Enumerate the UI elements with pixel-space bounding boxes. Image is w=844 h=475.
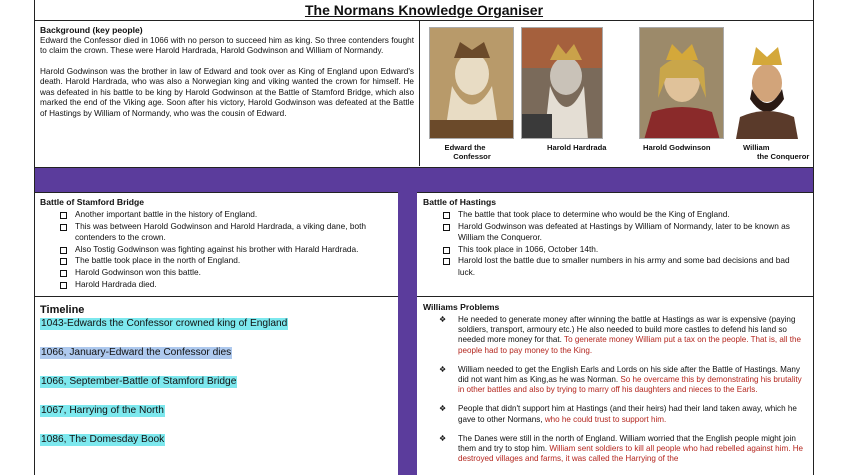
problems-heading: Williams Problems xyxy=(423,302,500,312)
portrait-william xyxy=(734,39,800,139)
purple-vertical-bar xyxy=(398,192,417,475)
list-item: The battle that took place to determine who would be the King of England. xyxy=(423,209,807,221)
stamford-heading: Battle of Stamford Bridge xyxy=(40,197,145,207)
portrait-edward xyxy=(429,27,514,139)
list-item: Harold lost the battle due to smaller numbers in his army and some bad decisions and bad luck. xyxy=(423,255,807,278)
background-section xyxy=(35,21,420,166)
hastings-list xyxy=(423,209,807,279)
face-shape xyxy=(455,53,489,95)
section-divider-right xyxy=(417,296,813,297)
portrait-label-william: William the Conqueror xyxy=(743,143,810,161)
list-item: Harold Hardrada died. xyxy=(40,279,394,291)
list-item: ❖ William needed to get the English Earls and Lords on his side after the Battle of Hastings. Many did not want him as King,as he was Norman. So he overcame this by demonstrating his brutality in other battles and also by trying to marry off his daughters and nieces to the Earls. xyxy=(423,365,809,396)
list-item: Harold Godwinson was defeated at Hastings by William of Normandy, later to be known as William the Conqueror. xyxy=(423,221,807,244)
list-item: ❖ The Danes were still in the north of England. William worried that the English people might join them and try to stop him. William sent soldiers to kill all people who had rebelled against him. He destroyed villages and farms, it was called the Harrying of the xyxy=(423,434,809,465)
problems-list xyxy=(423,315,809,464)
purple-divider-bar xyxy=(35,167,813,193)
list-item: Also Tostig Godwinson was fighting against his brother with Harald Hardrada. xyxy=(40,244,394,256)
portrait-label-hardrada: Harold Hardrada xyxy=(547,143,607,152)
timeline-event: 1066, January-Edward the Confessor dies xyxy=(41,347,232,358)
list-item: Harold Godwinson won this battle. xyxy=(40,267,394,279)
stamford-list xyxy=(40,209,394,290)
timeline-event: 1086, The Domesday Book xyxy=(41,434,165,445)
background-heading: Background (key people) xyxy=(40,25,143,35)
timeline-event: 1067, Harrying of the North xyxy=(41,405,164,416)
list-item: This took place in 1066, October 14th. xyxy=(423,244,807,256)
section-divider-left xyxy=(35,296,398,297)
robe-shape xyxy=(430,120,514,139)
list-item: ❖ He needed to generate money after winning the battle at Hastings as war is expensive (paying soldiers, transport, armoury etc.) He also needed to build more castles to defend his land so needed more money for that. To generate money William put a tax on the people. That is, all the people had to pay money to the King. xyxy=(423,315,809,356)
list-item: The battle took place in the north of England. xyxy=(40,255,394,267)
background-paragraph-1: Edward the Confessor died in 1066 with no person to succeed him as king. So three contenders fought to claim the crown. These were Harold Hardrada, Harold Godwinson and William of Normandy. xyxy=(40,35,414,55)
williams-problems-section xyxy=(423,302,809,473)
portraits-section xyxy=(421,21,813,166)
portrait-label-edward: Edward the Confessor xyxy=(444,143,491,161)
hastings-section xyxy=(423,197,807,279)
list-item: Another important battle in the history of England. xyxy=(40,209,394,221)
list-item: ❖ People that didn't support him at Hastings (and their heirs) had their land taken away, which he gave to other Normans, who he could trust to support him. xyxy=(423,404,809,424)
stamford-bridge-section xyxy=(40,197,394,290)
portrait-hardrada xyxy=(521,27,603,139)
timeline-section xyxy=(40,303,394,446)
background-paragraph-2: Harold Godwinson was the brother in law of Edward and took over as King of England upon Edward's death. Harold Hardrada, who was also a Norwegian king and viking wanted the crown for himself. He was defeated in his battle to be king by Harold Godwinson at the Battle of Stamford Bridge, which also marked the end of the Viking age. Soon after his victory, Harold Godwinson was defeated at the Battle of Hastings by William of Normandy, who was the cousin of Edward. xyxy=(40,66,414,118)
timeline-heading: Timeline xyxy=(40,304,85,316)
list-item: This was between Harold Godwinson and Harold Hardrada, a viking dane, both contenders to the crown. xyxy=(40,221,394,244)
portrait-godwinson xyxy=(639,27,724,139)
timeline-event: 1043-Edwards the Confessor crowned king of England xyxy=(41,318,288,329)
portrait-label-godwinson: Harold Godwinson xyxy=(643,143,711,152)
page-title: The Normans Knowledge Organiser xyxy=(35,0,813,21)
knowledge-organiser xyxy=(34,0,814,475)
hastings-heading: Battle of Hastings xyxy=(423,197,497,207)
timeline-event: 1066, September-Battle of Stamford Bridge xyxy=(41,376,237,387)
